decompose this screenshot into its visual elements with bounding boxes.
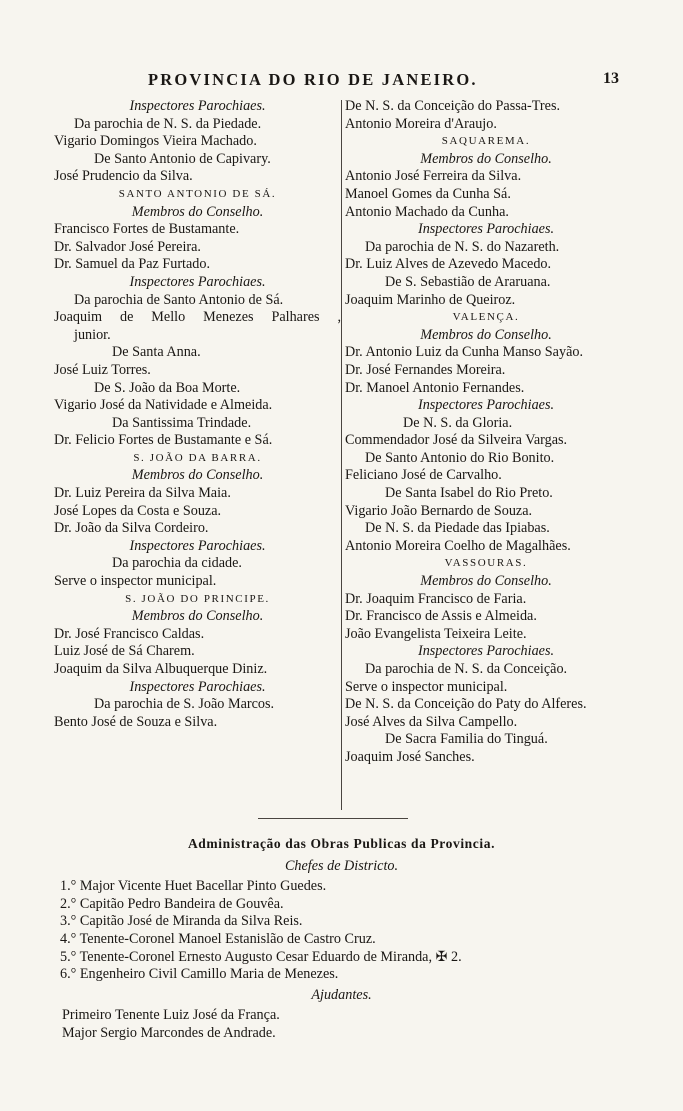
- page-header: [0, 70, 683, 94]
- chiefs-heading: Chefes de Districto.: [284, 857, 399, 874]
- right-line: Joaquim Marinho de Queiroz.: [345, 291, 516, 308]
- right-line: Dr. Joaquim Francisco de Faria.: [345, 590, 527, 607]
- page-title: PROVINCIA DO RIO DE JANEIRO.: [148, 70, 478, 89]
- assistants-list: [0, 1007, 683, 1042]
- left-line: Joaquim da Silva Albuquerque Diniz.: [54, 661, 268, 677]
- right-subheading: Inspectores Parochiaes.: [417, 221, 555, 238]
- right-line: De N. S. da Gloria.: [403, 414, 513, 431]
- right-municipality-heading: VALENÇA.: [452, 311, 520, 324]
- left-line: Da Santissima Trindade.: [112, 414, 252, 431]
- right-line: Joaquim José Sanches.: [345, 748, 475, 765]
- right-line: De N. S. da Piedade das Ipiabas.: [365, 520, 550, 537]
- right-subheading: Inspectores Parochiaes.: [417, 397, 555, 414]
- left-subheading: Inspectores Parochiaes.: [129, 273, 266, 290]
- chief-entry: 5.° Tenente-Coronel Ernesto Augusto Cesar Eduardo de Miranda, ✠ 2.: [60, 948, 462, 965]
- left-line: Dr. Felicio Fortes de Bustamante e Sá.: [54, 432, 273, 449]
- left-line: Dr. Samuel da Paz Furtado.: [54, 256, 211, 273]
- left-line: junior.: [74, 326, 111, 343]
- assistant-entry: Primeiro Tenente Luiz José da França.: [62, 1007, 280, 1024]
- left-line: Luiz José de Sá Charem.: [54, 643, 195, 660]
- right-line: Vigario João Bernardo de Souza.: [345, 502, 533, 519]
- assistants-heading: Ajudantes.: [311, 986, 372, 1003]
- right-subheading: Inspectores Parochiaes.: [417, 643, 555, 660]
- left-municipality-heading: S. JOÃO DO PRINCIPE.: [125, 592, 270, 605]
- public-works-title: Administração das Obras Publicas da Provincia.: [187, 836, 496, 851]
- chiefs-list: [0, 878, 683, 984]
- right-line: Feliciano José de Carvalho.: [345, 467, 502, 484]
- left-line: Vigario José da Natividade e Almeida.: [54, 397, 273, 414]
- left-line: Da parochia de S. João Marcos.: [94, 696, 275, 713]
- right-line: De Santo Antonio do Rio Bonito.: [365, 449, 555, 466]
- left-line: José Prudencio da Silva.: [54, 168, 193, 185]
- right-column: [345, 98, 627, 767]
- right-line: Dr. Francisco de Assis e Almeida.: [345, 608, 537, 625]
- chief-entry: 6.° Engenheiro Civil Camillo Maria de Menezes.: [60, 966, 339, 983]
- right-line: De N. S. da Conceição do Passa-Tres.: [345, 98, 561, 114]
- left-line: Dr. José Francisco Caldas.: [54, 625, 205, 642]
- right-line: Dr. Manoel Antonio Fernandes.: [345, 379, 525, 396]
- left-line: Da parochia de Santo Antonio de Sá.: [74, 291, 284, 308]
- left-line: Dr. João da Silva Cordeiro.: [54, 520, 209, 537]
- left-line: Dr. Luiz Pereira da Silva Maia.: [54, 485, 231, 502]
- right-line: Dr. José Fernandes Moreira.: [345, 361, 506, 378]
- right-line: Commendador José da Silveira Vargas.: [345, 432, 568, 449]
- right-line: Da parochia de N. S. da Conceição.: [365, 661, 568, 677]
- right-line: Serve o inspector municipal.: [345, 678, 508, 695]
- left-line: Vigario Domingos Vieira Machado.: [54, 133, 257, 150]
- left-line: José Luiz Torres.: [54, 361, 151, 378]
- left-line: De S. João da Boa Morte.: [94, 379, 241, 396]
- right-line: João Evangelista Teixeira Leite.: [345, 625, 527, 642]
- right-line: José Alves da Silva Campello.: [345, 713, 518, 730]
- right-line: Antonio Moreira Coelho de Magalhães.: [345, 537, 571, 554]
- left-line: De Santa Anna.: [112, 344, 201, 361]
- left-line: José Lopes da Costa e Souza.: [54, 502, 222, 519]
- column-divider: [341, 100, 342, 810]
- left-subheading: Inspectores Parochiaes.: [129, 537, 266, 554]
- right-line: Da parochia de N. S. do Nazareth.: [365, 238, 560, 255]
- left-subheading: Membros do Conselho.: [131, 608, 264, 625]
- right-subheading: Membros do Conselho.: [420, 326, 552, 343]
- left-subheading: Membros do Conselho.: [131, 203, 264, 220]
- right-line: De S. Sebastião de Araruana.: [385, 273, 551, 290]
- left-subheading: Inspectores Parochiaes.: [129, 98, 266, 114]
- left-line: Da parochia da cidade.: [112, 555, 242, 572]
- left-line: Da parochia de N. S. da Piedade.: [74, 115, 262, 132]
- right-line: De N. S. da Conceição do Paty do Alferes.: [345, 696, 587, 713]
- left-subheading: Inspectores Parochiaes.: [129, 678, 266, 695]
- right-subheading: Membros do Conselho.: [420, 573, 552, 590]
- left-line: Joaquim de Mello Menezes Palhares ,: [54, 309, 341, 326]
- right-line: Dr. Antonio Luiz da Cunha Manso Sayão.: [345, 344, 584, 361]
- left-column: [54, 98, 341, 731]
- chief-entry: 3.° Capitão José de Miranda da Silva Reis.: [60, 913, 303, 930]
- right-municipality-heading: SAQUAREMA.: [441, 135, 531, 148]
- left-line: Dr. Salvador José Pereira.: [54, 238, 201, 255]
- right-line: Antonio Moreira d'Araujo.: [345, 115, 497, 132]
- left-municipality-heading: SANTO ANTONIO DE SÁ.: [118, 187, 277, 200]
- left-line: De Santo Antonio de Capivary.: [94, 150, 271, 167]
- section-rule: [258, 818, 408, 819]
- right-line: Antonio José Ferreira da Silva.: [345, 168, 522, 185]
- assistant-entry: Major Sergio Marcondes de Andrade.: [62, 1024, 276, 1041]
- right-line: Manoel Gomes da Cunha Sá.: [345, 185, 511, 202]
- public-works-section: [0, 835, 683, 1043]
- right-line: De Sacra Familia do Tinguá.: [385, 731, 548, 748]
- left-municipality-heading: S. JOÃO DA BARRA.: [133, 451, 262, 464]
- page-number: 13: [603, 70, 619, 87]
- right-line: Antonio Machado da Cunha.: [345, 203, 509, 220]
- chief-entry: 4.° Tenente-Coronel Manoel Estanislão de Castro Cruz.: [60, 930, 376, 947]
- left-line: Serve o inspector municipal.: [54, 573, 217, 590]
- right-subheading: Membros do Conselho.: [420, 150, 552, 167]
- right-line: De Santa Isabel do Rio Preto.: [385, 485, 553, 502]
- right-line: Dr. Luiz Alves de Azevedo Macedo.: [345, 256, 552, 273]
- right-municipality-heading: VASSOURAS.: [444, 557, 528, 570]
- chief-entry: 2.° Capitão Pedro Bandeira de Gouvêa.: [60, 895, 284, 912]
- left-subheading: Membros do Conselho.: [131, 467, 264, 484]
- chief-entry: 1.° Major Vicente Huet Bacellar Pinto Guedes.: [60, 878, 327, 895]
- left-line: Francisco Fortes de Bustamante.: [54, 221, 240, 238]
- left-line: Bento José de Souza e Silva.: [54, 713, 218, 730]
